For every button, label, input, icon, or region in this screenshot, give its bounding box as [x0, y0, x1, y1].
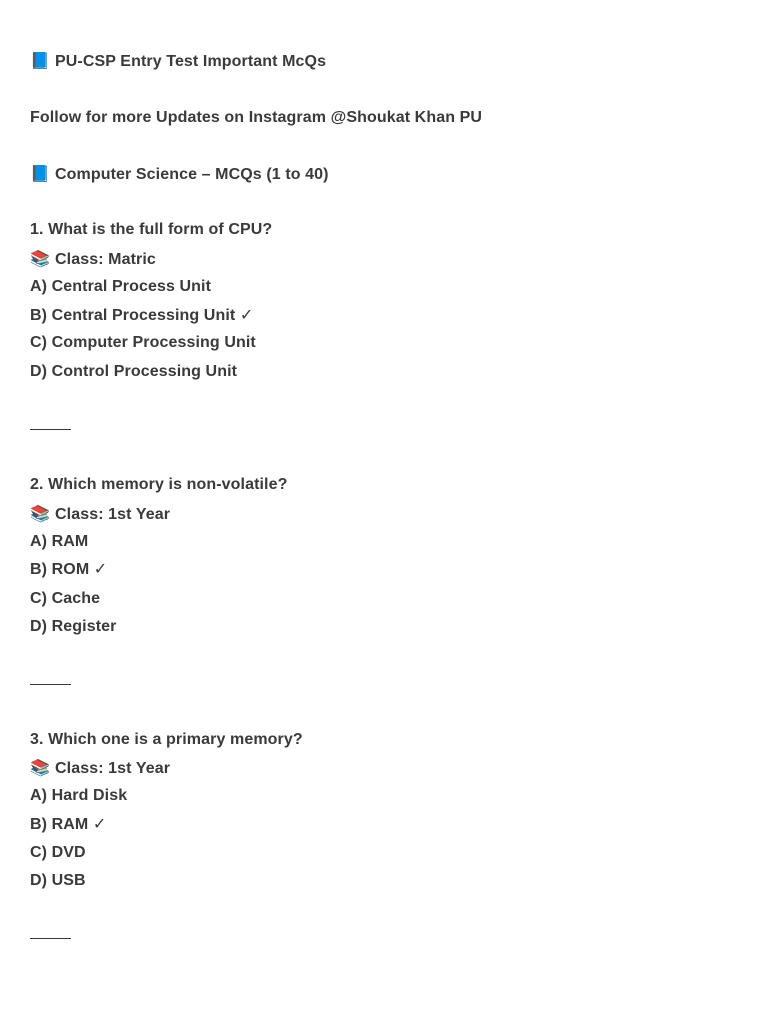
follow-text: Follow for more Updates on Instagram @Shoukat Khan PU [30, 109, 483, 126]
question-class [30, 758, 170, 779]
option-c: C) DVD [30, 844, 86, 861]
separator-line [30, 938, 71, 939]
option-b: B) ROM ✓ [30, 561, 108, 578]
option-a: A) Hard Disk [30, 787, 128, 804]
question-class [30, 504, 170, 525]
blue-book-icon: 📘 [30, 51, 51, 70]
separator-line [30, 684, 71, 685]
option-a: A) Central Process Unit [30, 278, 212, 295]
separator-line [30, 429, 71, 430]
option-b: B) Central Processing Unit ✓ [30, 307, 254, 324]
question-text: 2. Which memory is non-volatile? [30, 476, 288, 493]
question-text: 1. What is the full form of CPU? [30, 221, 273, 238]
option-d: D) USB [30, 872, 86, 889]
question-class [30, 249, 156, 270]
option-c: C) Cache [30, 590, 101, 607]
section-title [30, 164, 329, 185]
blue-book-icon: 📘 [30, 164, 51, 183]
section-title-text: Computer Science – MCQs (1 to 40) [55, 166, 329, 183]
note-title-text: PU-CSP Entry Test Important McQs [55, 53, 327, 70]
books-stack-icon: 📚 [30, 249, 51, 268]
question-text: 3. Which one is a primary memory? [30, 731, 303, 748]
class-label: Class: Matric [55, 251, 156, 268]
option-a: A) RAM [30, 533, 89, 550]
option-b: B) RAM ✓ [30, 816, 107, 833]
class-label: Class: 1st Year [55, 506, 171, 523]
books-stack-icon: 📚 [30, 504, 51, 523]
books-stack-icon: 📚 [30, 758, 51, 777]
option-d: D) Register [30, 618, 117, 635]
class-label: Class: 1st Year [55, 760, 171, 777]
note-title [30, 51, 326, 72]
option-d: D) Control Processing Unit [30, 363, 238, 380]
option-c: C) Computer Processing Unit [30, 334, 256, 351]
